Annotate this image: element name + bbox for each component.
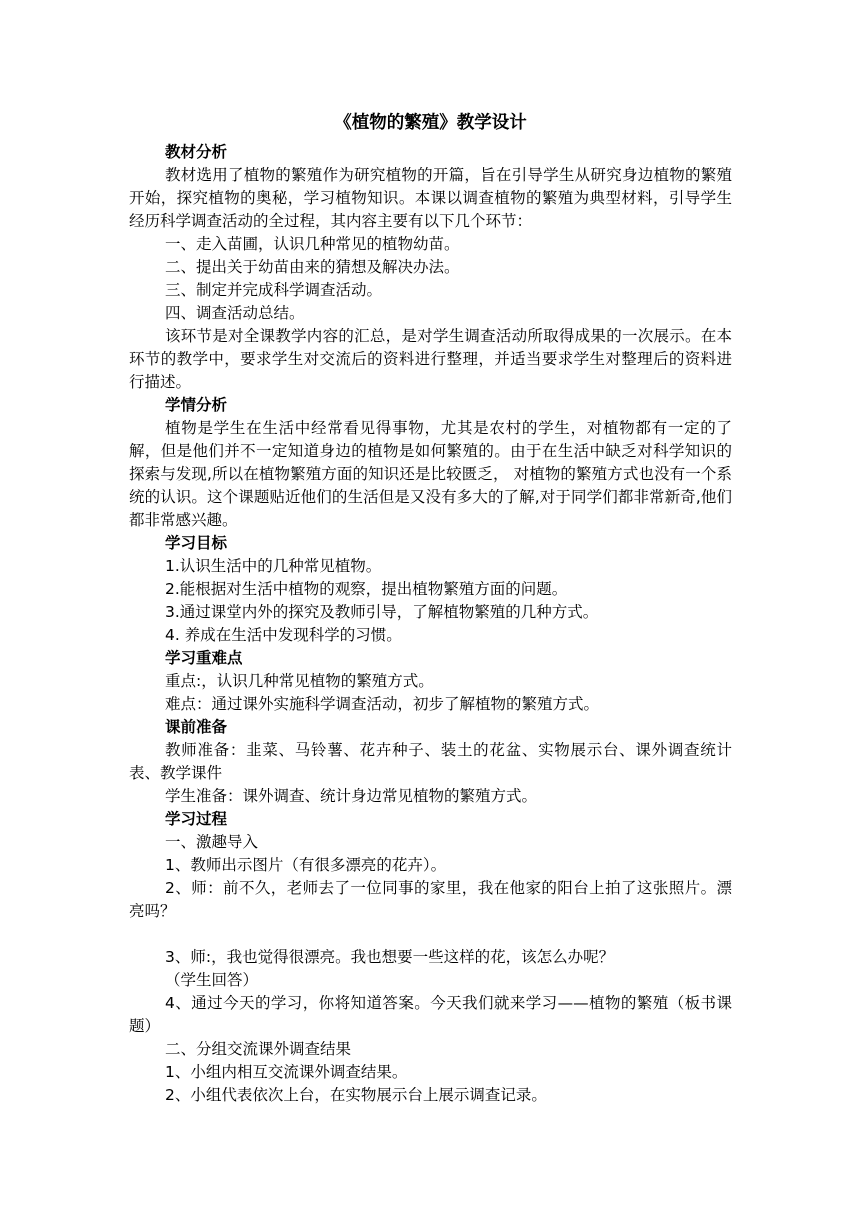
section-heading-keypoints: 学习重难点 (165, 649, 243, 667)
document-title: 《植物的繁殖》教学设计 (334, 113, 527, 133)
section-heading-prep: 课前准备 (165, 718, 228, 736)
goal-item-3: 3.通过课堂内外的探究及教师引导，了解植物繁殖的几种方式。 (165, 603, 599, 621)
process-step-4: 4、通过今天的学习，你将知道答案。今天我们就来学习——植物的繁殖（板书课题） (129, 994, 732, 1035)
process-step-3: 3、师:，我也觉得很漂亮。我也想要一些这样的花，该怎么办呢？ (165, 948, 615, 966)
document-page (129, 108, 732, 1107)
process-part1-title: 一、激趣导入 (165, 833, 259, 851)
process-part2-step-2: 2、小组代表依次上台，在实物展示台上展示调查记录。 (165, 1086, 547, 1104)
goal-item-4: 4. 养成在生活中发现科学的习惯。 (165, 626, 402, 644)
process-part2-title: 二、分组交流课外调查结果 (165, 1040, 352, 1058)
prep-teacher: 教师准备：韭菜、马铃薯、花卉种子、装土的花盆、实物展示台、课外调查统计表、教学课件 (129, 741, 732, 782)
materials-intro: 教材选用了植物的繁殖作为研究植物的开篇，旨在引导学生从研究身边植物的繁殖开始，探究植物的奥秘，学习植物知识。本课以调查植物的繁殖为典型材料，引导学生经历科学调查活动的全过程，其内容主要有以下几个环节： (129, 166, 732, 230)
process-part2-step-1: 1、小组内相互交流课外调查结果。 (165, 1063, 408, 1081)
students-text: 植物是学生在生活中经常看见得事物，尤其是农村的学生，对植物都有一定的了解，但是他们并不一定知道身边的植物是如何繁殖的。由于在生活中缺乏对科学知识的探索与发现,所以在植物繁殖方面的知识还是比较匮乏， 对植物的繁殖方式也没有一个系统的认识。这个课题贴近他们的生活但是又没有多大的了解,对于同学们都非常新奇,他们都非常感兴趣。 (129, 419, 732, 529)
goal-item-1: 1.认识生活中的几种常见植物。 (165, 557, 382, 575)
materials-step-1: 一、走入苗圃，认识几种常见的植物幼苗。 (165, 235, 460, 253)
blank-line (129, 923, 732, 946)
materials-step-3: 三、制定并完成科学调查活动。 (165, 281, 383, 299)
section-heading-process: 学习过程 (165, 810, 228, 828)
keypoints-focus: 重点:，认识几种常见植物的繁殖方式。 (165, 672, 434, 690)
section-heading-students: 学情分析 (165, 396, 228, 414)
process-step-1: 1、教师出示图片（有很多漂亮的花卉）。 (165, 856, 447, 874)
materials-step-2: 二、提出关于幼苗由来的猜想及解决办法。 (165, 258, 460, 276)
process-step-2: 2、师：前不久，老师去了一位同事的家里，我在他家的阳台上拍了这张照片。漂亮吗？ (129, 879, 732, 920)
keypoints-difficulty: 难点：通过课外实施科学调查活动，初步了解植物的繁殖方式。 (165, 695, 600, 713)
section-heading-materials: 教材分析 (165, 143, 228, 161)
goal-item-2: 2.能根据对生活中植物的观察，提出植物繁殖方面的问题。 (165, 580, 568, 598)
materials-summary: 该环节是对全课教学内容的汇总，是对学生调查活动所取得成果的一次展示。在本环节的教学中，要求学生对交流后的资料进行整理，并适当要求学生对整理后的资料进行描述。 (129, 327, 732, 391)
process-step-3-note: （学生回答） (165, 971, 259, 989)
section-heading-goals: 学习目标 (165, 534, 228, 552)
prep-student: 学生准备：课外调查、统计身边常见植物的繁殖方式。 (165, 787, 538, 805)
materials-step-4: 四、调查活动总结。 (165, 304, 305, 322)
